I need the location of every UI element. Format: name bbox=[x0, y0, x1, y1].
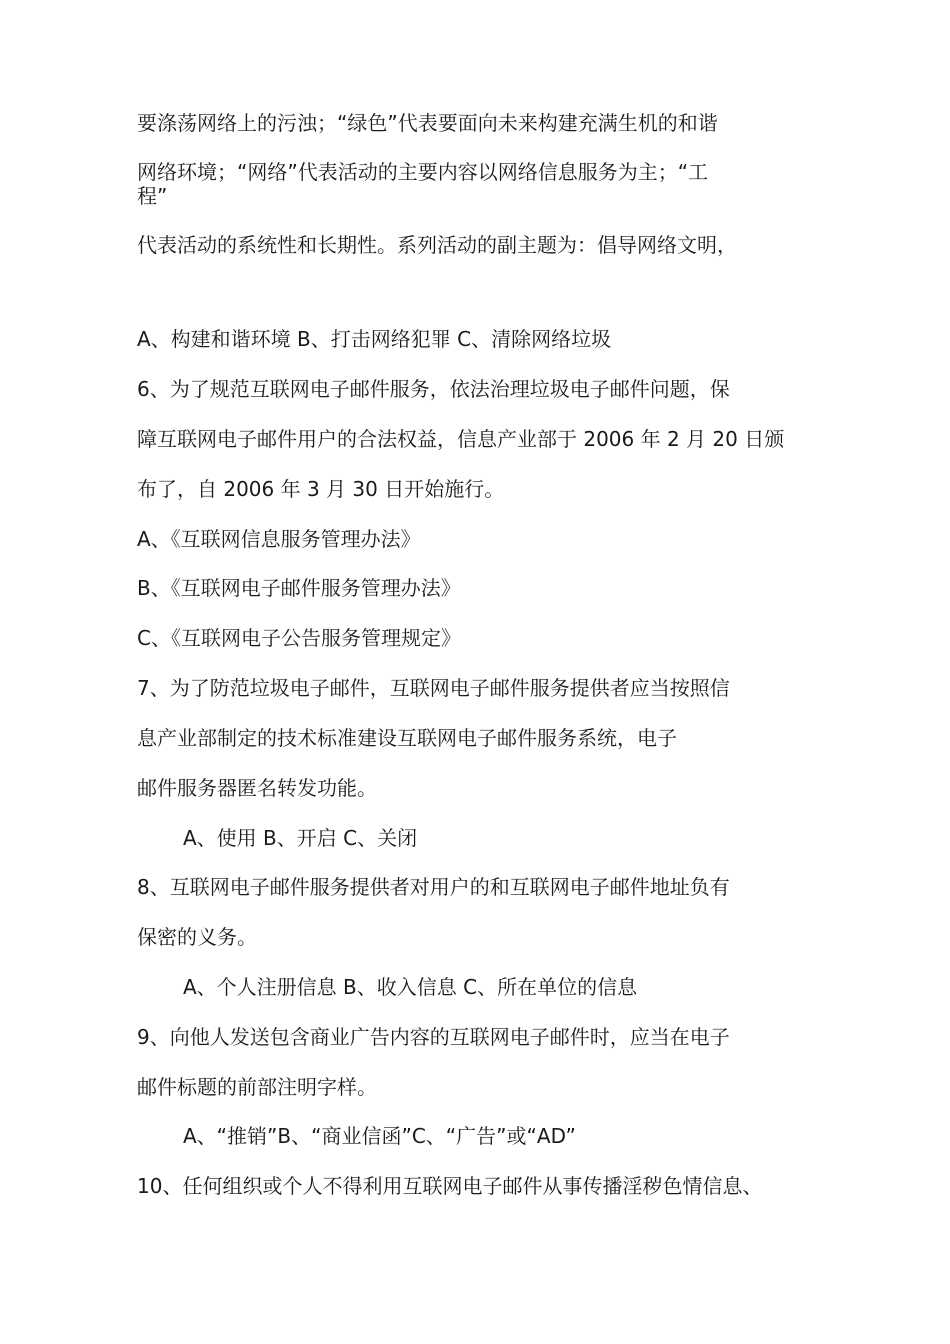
option-line: A、构建和谐环境 B、打击网络犯罪 C、清除网络垃圾 bbox=[137, 327, 612, 351]
text-line: 布了，自 2006 年 3 月 30 日开始施行。 bbox=[137, 477, 505, 501]
text-line: 邮件标题的前部注明字样。 bbox=[137, 1075, 377, 1099]
option-line: B、《互联网电子邮件服务管理办法》 bbox=[137, 576, 461, 600]
text-line: 息产业部制定的技术标准建设互联网电子邮件服务系统，电子 bbox=[137, 726, 677, 750]
option-line: C、《互联网电子公告服务管理规定》 bbox=[137, 626, 461, 650]
option-line: A、“推销”B、“商业信函”C、“广告”或“AD” bbox=[183, 1124, 576, 1148]
question-line: 8、互联网电子邮件服务提供者对用户的和互联网电子邮件地址负有 bbox=[137, 875, 730, 899]
text-line: 邮件服务器匿名转发功能。 bbox=[137, 776, 377, 800]
option-line: A、个人注册信息 B、收入信息 C、所在单位的信息 bbox=[183, 975, 638, 999]
question-line: 9、向他人发送包含商业广告内容的互联网电子邮件时，应当在电子 bbox=[137, 1025, 730, 1049]
question-line: 6、为了规范互联网电子邮件服务，依法治理垃圾电子邮件问题，保 bbox=[137, 377, 730, 401]
text-line: 障互联网电子邮件用户的合法权益，信息产业部于 2006 年 2 月 20 日颁 bbox=[137, 427, 785, 451]
text-line: 保密的义务。 bbox=[137, 925, 257, 949]
option-line: A、使用 B、开启 C、关闭 bbox=[183, 826, 418, 850]
text-line: 代表活动的系统性和长期性。系列活动的副主题为：倡导网络文明， bbox=[137, 233, 737, 257]
question-line: 10、任何组织或个人不得利用互联网电子邮件从事传播淫秽色情信息、 bbox=[137, 1174, 763, 1198]
option-line: A、《互联网信息服务管理办法》 bbox=[137, 527, 421, 551]
text-line: 要涤荡网络上的污浊；“绿色”代表要面向未来构建充满生机的和谐 bbox=[137, 111, 718, 135]
question-line: 7、为了防范垃圾电子邮件，互联网电子邮件服务提供者应当按照信 bbox=[137, 676, 730, 700]
text-line: 程” bbox=[137, 184, 168, 208]
text-line: 网络环境；“网络”代表活动的主要内容以网络信息服务为主；“工 bbox=[137, 160, 709, 184]
